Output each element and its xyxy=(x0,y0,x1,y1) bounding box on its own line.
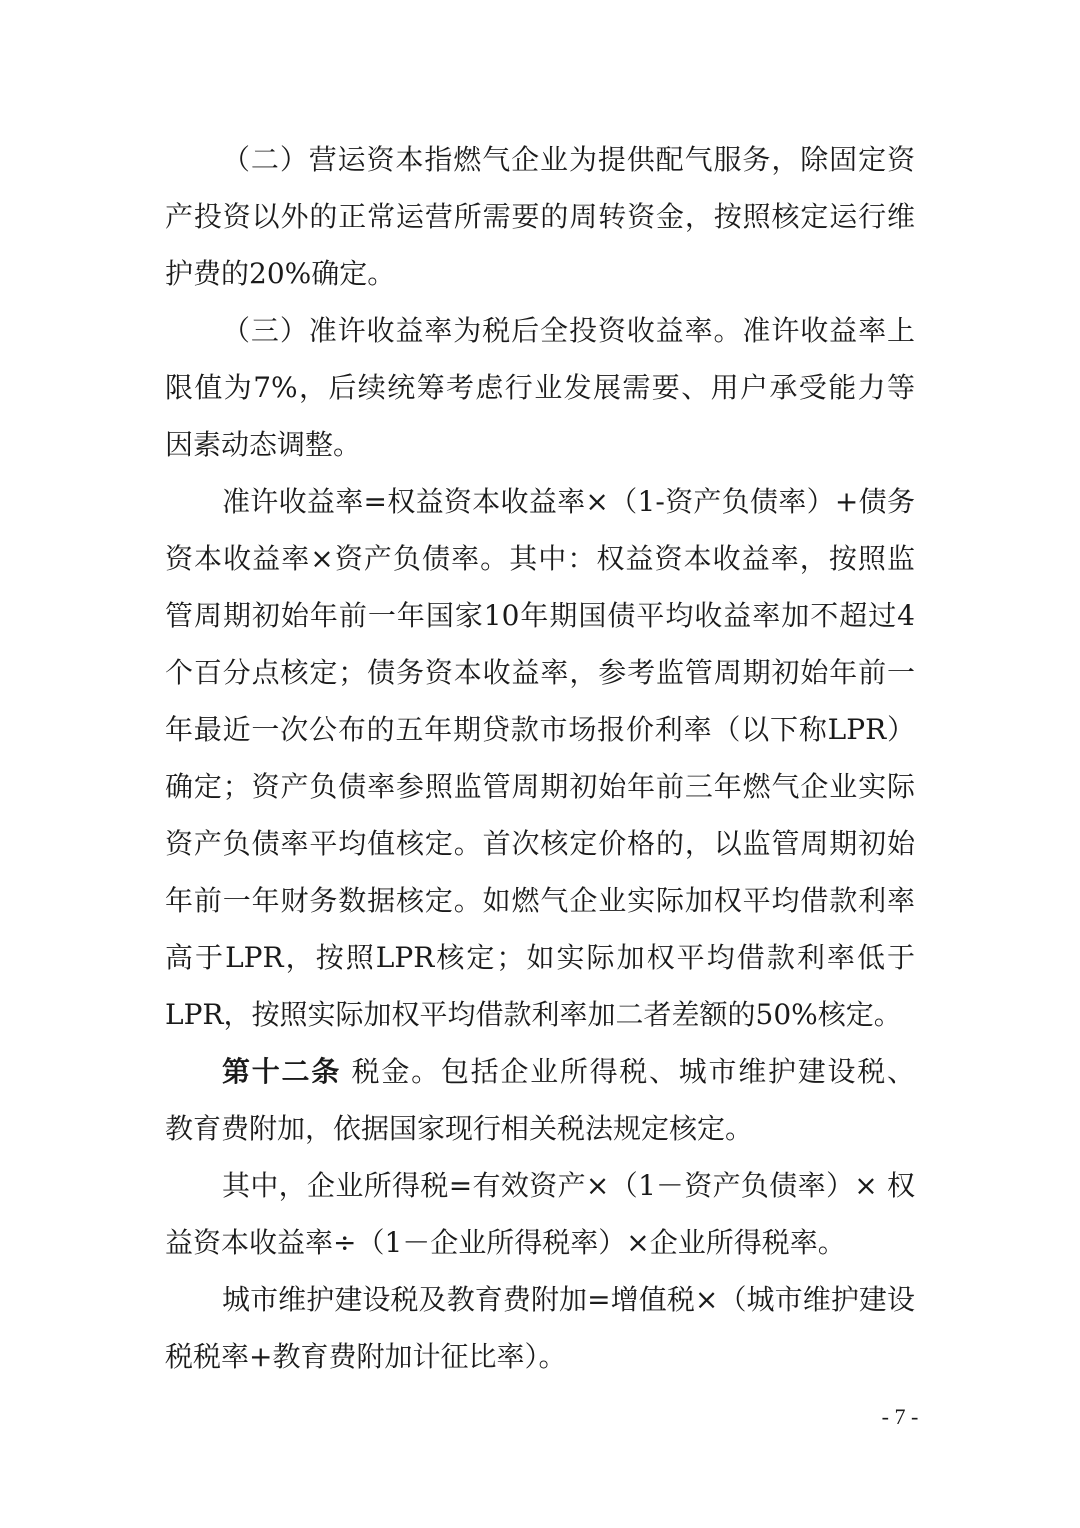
paragraph-1-line-1: （二）营运资本指燃气企业为提供配气服务，除固定资 xyxy=(222,143,915,176)
article-12-line-2: 教育费附加，依据国家现行相关税法规定核定。 xyxy=(165,1112,754,1145)
paragraph-3-line-8: 年前一年财务数据核定。如燃气企业实际加权平均借款利率 xyxy=(165,884,915,917)
paragraph-6-line-1: 城市维护建设税及教育费附加=增值税×（城市维护建设 xyxy=(222,1283,915,1316)
article-12-heading-text: 税金。包括企业所得税、城市维护建设税、 xyxy=(340,1055,915,1088)
paragraph-1-line-2: 产投资以外的正常运营所需要的周转资金，按照核定运行维 xyxy=(165,200,915,233)
paragraph-2-line-1: （三）准许收益率为税后全投资收益率。准许收益率上 xyxy=(222,314,915,347)
paragraph-3-line-6: 确定；资产负债率参照监管周期初始年前三年燃气企业实际 xyxy=(165,770,915,803)
paragraph-3-line-5: 年最近一次公布的五年期贷款市场报价利率（以下称LPR） xyxy=(165,713,915,746)
paragraph-2-line-2: 限值为7%，后续统筹考虑行业发展需要、用户承受能力等 xyxy=(165,371,915,404)
paragraph-5-line-1: 其中，企业所得税=有效资产×（1－资产负债率）× 权 xyxy=(222,1169,915,1202)
paragraph-1-line-3: 护费的20%确定。 xyxy=(165,257,396,290)
article-12-label: 第十二条 xyxy=(222,1055,341,1088)
paragraph-3-line-9: 高于LPR，按照LPR核定；如实际加权平均借款利率低于 xyxy=(165,941,915,974)
paragraph-3-line-4: 个百分点核定；债务资本收益率，参考监管周期初始年前一 xyxy=(165,656,915,689)
paragraph-2-line-3: 因素动态调整。 xyxy=(165,428,362,461)
paragraph-6-line-2: 税税率+教育费附加计征比率）。 xyxy=(165,1340,567,1373)
paragraph-3-line-3: 管周期初始年前一年国家10年期国债平均收益率加不超过4 xyxy=(165,599,915,632)
paragraph-3-line-10: LPR，按照实际加权平均借款利率加二者差额的50%核定。 xyxy=(165,998,902,1031)
paragraph-3-line-7: 资产负债率平均值核定。首次核定价格的，以监管周期初始 xyxy=(165,827,915,860)
article-12-line-1 xyxy=(222,1052,915,1108)
page-number: - 7 - xyxy=(881,1404,919,1429)
paragraph-3-line-1: 准许收益率=权益资本收益率×（1-资产负债率）+债务 xyxy=(222,485,915,518)
paragraph-3-line-2: 资本收益率×资产负债率。其中：权益资本收益率，按照监 xyxy=(165,542,915,575)
paragraph-5-line-2: 益资本收益率÷（1－企业所得税率）×企业所得税率。 xyxy=(165,1226,846,1259)
